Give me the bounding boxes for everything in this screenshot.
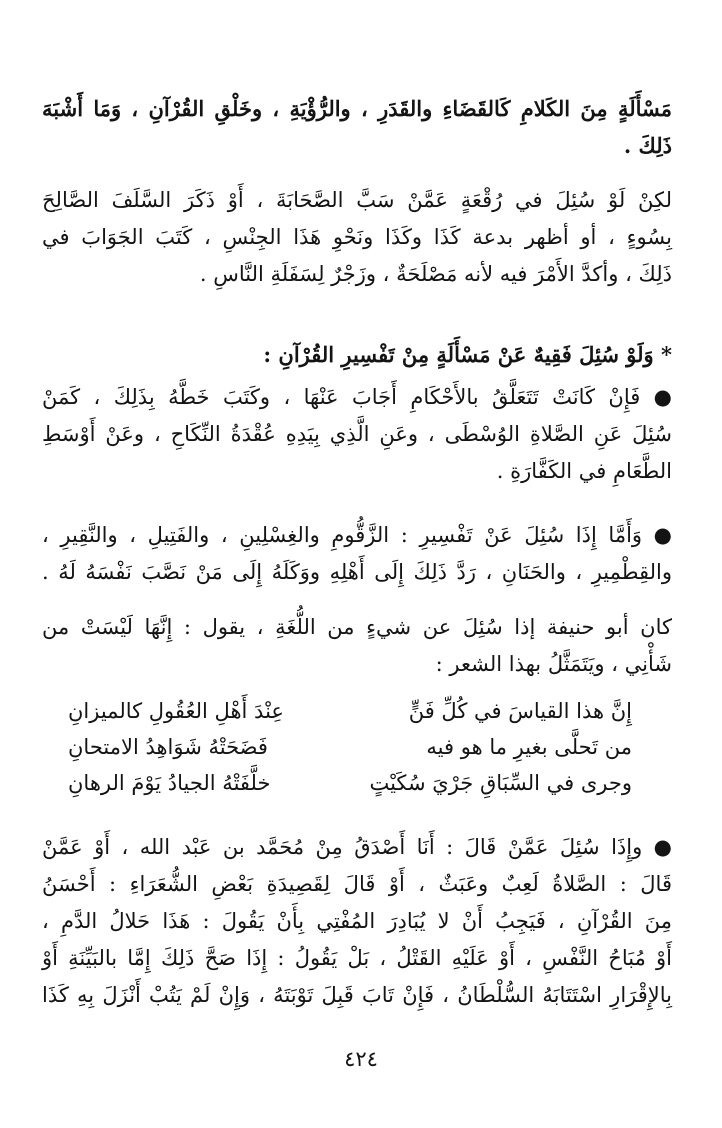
text-line: ذَلِكَ . — [623, 133, 672, 158]
text-line: سُئِلَ عَنِ الصَّلاةِ الوُسْطَى ، وعَنِ الَّذِي بِيَدِهِ عُقْدَةُ النِّكَاحِ ، وعَنْ أَوْسَطِ — [42, 422, 672, 446]
verse-first-hemistich: من تَحلَّى بغيرِ ما هو فيه — [426, 735, 632, 759]
text-line: شَأْنِي ، ويَتَمَثَّلُ بهذا الشعر : — [435, 652, 672, 676]
text-line: بِالإِقْرَارِ اسْتَتَابَهُ السُّلْطَانُ ، فَإِنْ تَابَ قَبِلَ تَوْبَتَهُ ، وَإِنْ لَمْ يَتُبْ أَنْزَلَ بِهِ كَذَا — [42, 983, 672, 1007]
text-line: ● وإِذَا سُئِلَ عَمَّنْ قَالَ : أَنَا أَصْدَقُ مِنْ مُحَمَّد بن عَبْد الله ، أَوْ عَمَّنْ — [42, 835, 672, 859]
section-heading — [42, 336, 672, 373]
text-line: الطَّعَامِ في الكَفَّارَةِ . — [496, 459, 672, 483]
text-line: ● فَإِنْ كَانَتْ تَتَعَلَّقُ بالأَحْكَامِ أَجَابَ عَنْهَا ، وكَتَبَ خَطَّهُ بِذَلِكَ ، كَمَنْ — [42, 385, 672, 409]
paragraph-4 — [42, 379, 672, 490]
text-line: مَسْأَلَةٍ مِنَ الكَلامِ كَالقَضَاءِ والقَدَرِ ، والرُّؤْيَةِ ، وخَلْقِ القُرْآنِ ، وَمَا أَشْبَهَ — [42, 96, 672, 121]
text-line: ● وَأَمَّا إِذَا سُئِلَ عَنْ تَفْسِيرِ : الزَّقُّومِ والغِسْلِينِ ، والفَتِيلِ ، والنَّقِيرِ ، — [42, 523, 672, 547]
heading-line: * وَلَوْ سُئِلَ فَقِيهٌ عَنْ مَسْأَلَةٍ مِنْ تَفْسِيرِ القُرْآنِ : — [263, 342, 672, 367]
verse-second-hemistich: خلَّفَتْهُ الجيادُ يَوْمَ الرهانِ — [68, 771, 271, 795]
text-line: لكِنْ لَوْ سُئِلَ في رُقْعَةٍ عَمَّنْ سَبَّ الصَّحَابَةَ ، أَوْ ذَكَرَ السَّلَفَ الصَّالِحَ — [42, 188, 672, 212]
page-number: ٤٢٤ — [344, 1047, 378, 1071]
text-line: والقِطْمِيرِ ، والحَنَانِ ، رَدَّ ذَلِكَ إِلَى أَهْلِهِ ووَكَلَهُ إِلَى مَنْ نَصَّبَ نَفْسَهُ لَهُ . — [42, 560, 672, 584]
poem — [68, 693, 632, 801]
paragraph-1 — [42, 90, 672, 164]
paragraph-5 — [42, 517, 672, 591]
paragraph-2 — [42, 182, 672, 293]
text-line: قَالَ : الصَّلاةُ لَعِبٌ وعَبَثٌ ، أَوْ قَالَ لِقَصِيدَةِ بَعْضِ الشُّعَرَاءِ : أَحْسَنُ — [42, 872, 672, 896]
verse-first-hemistich: إِنَّ هذا القياسَ في كُلِّ فَنٍّ — [408, 699, 632, 723]
poem-verse — [68, 765, 632, 801]
paragraph-7 — [42, 829, 672, 1014]
verse-second-hemistich: عِنْدَ أَهْلِ العُقُولِ كالميزانِ — [68, 699, 284, 723]
verse-second-hemistich: فَضَحَتْهُ شَوَاهِدُ الامتحانِ — [68, 735, 268, 759]
paragraph-6 — [42, 609, 672, 683]
poem-verse — [68, 729, 632, 765]
text-line: أَوْ مُبَاحُ النَّفْسِ ، أَوْ عَلَيْهِ القَتْلُ ، بَلْ يَقُولُ : إِذَا صَحَّ ذَلِكَ إِمَّا بالبَيِّنَةِ أَوْ — [42, 946, 672, 970]
text-line: ذَلِكَ ، وأكدَّ الأَمْرَ فيه لأنه مَصْلَحَةٌ ، وزَجْرٌ لِسَفَلَةِ النَّاسِ . — [199, 262, 672, 286]
text-line: بِسُوءٍ ، أو أظهر بدعة كَذَا وكَذَا ونَحْوِ هَذَا الجِنْسِ ، كَتَبَ الجَوَابَ في — [42, 225, 672, 249]
verse-first-hemistich: وجرى في السِّبَاقِ جَرْيَ سُكَيْتٍ — [369, 771, 632, 795]
text-line: كان أبو حنيفة إذا سُئِلَ عن شيءٍ من اللُّغَةِ ، يقول : إِنَّهَا لَيْسَتْ من — [42, 615, 672, 639]
text-line: مِنَ القُرْآنِ ، فَيَجِبُ أَنْ لا يُبَادِرَ المُفْتِي بِأَنْ يَقُولَ : هَذَا حَلالُ الدَّمِ ، — [42, 909, 672, 933]
poem-verse — [68, 693, 632, 729]
